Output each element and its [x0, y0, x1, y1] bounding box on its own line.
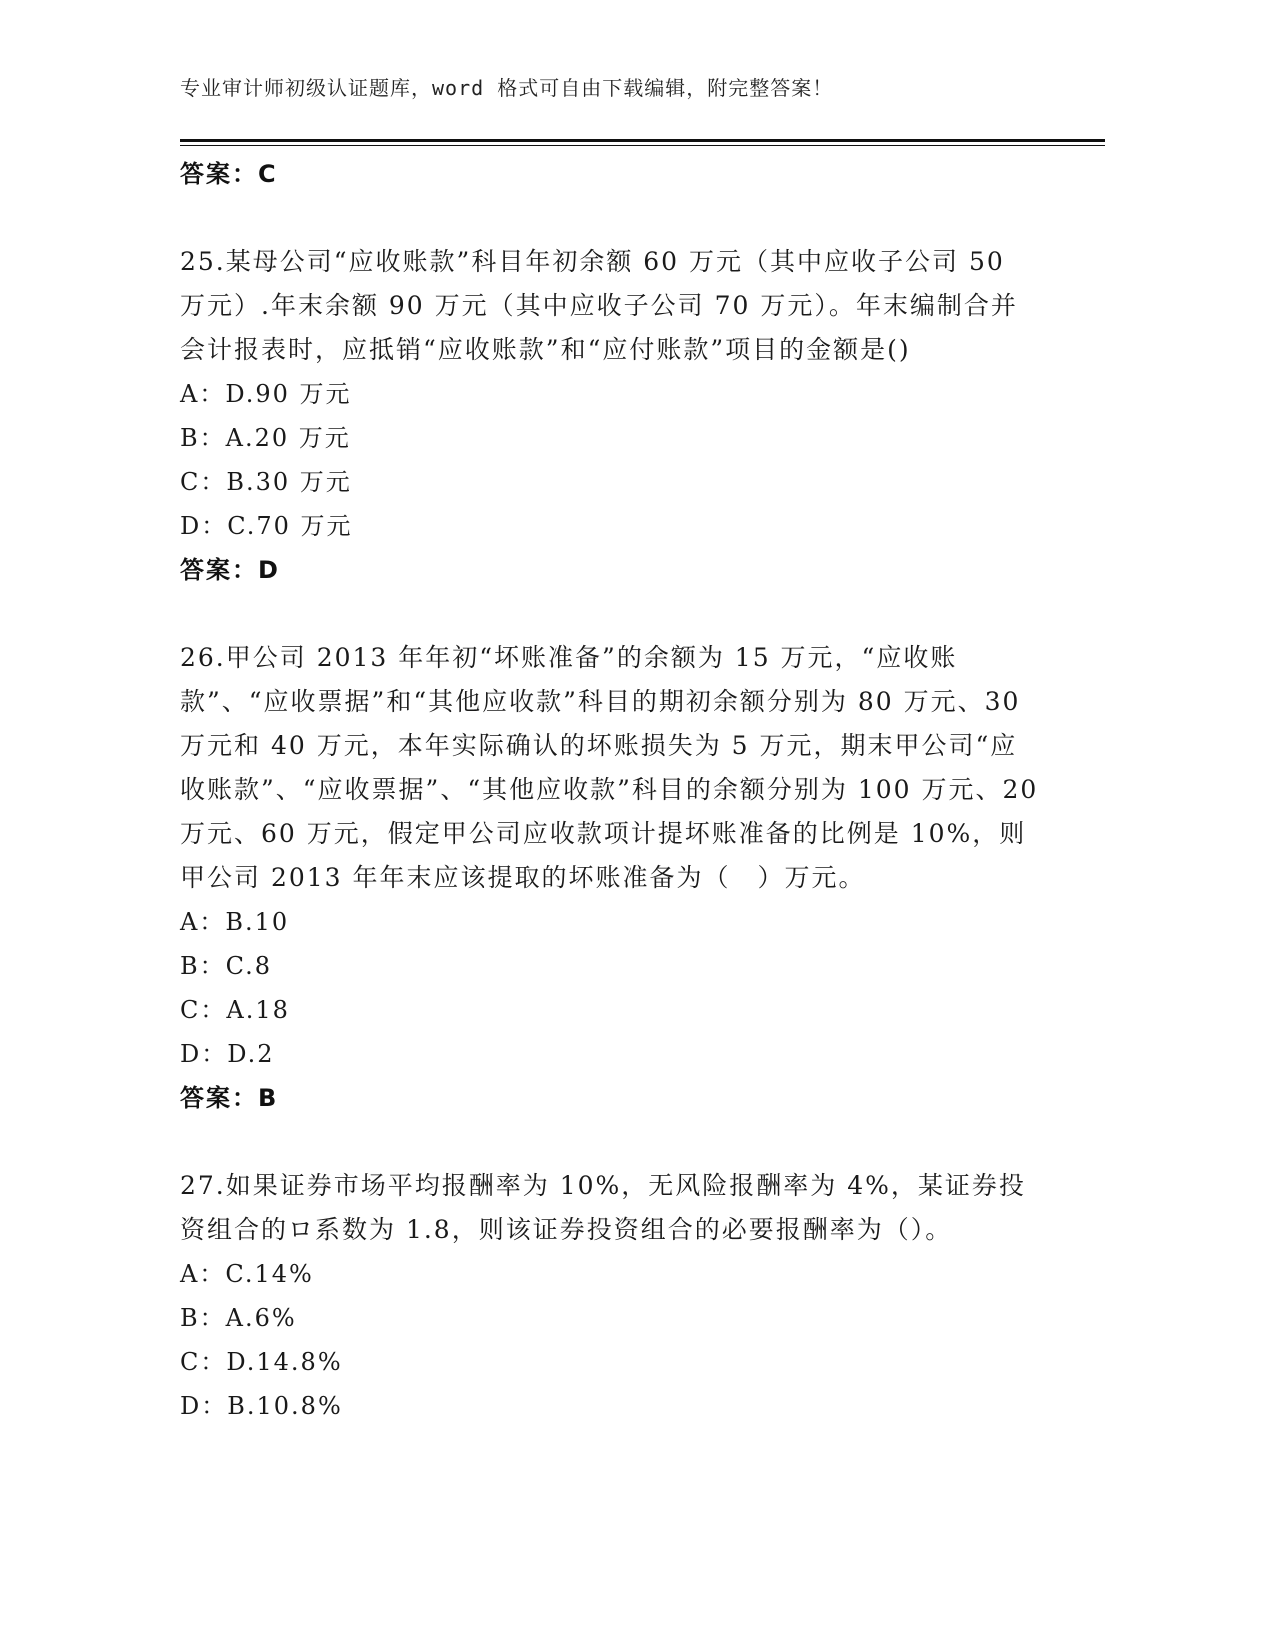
question-text: 26.甲公司 2013 年年初“坏账准备”的余额为 15 万元，“应收账款”、“应收票据”和“其他应收款”科目的期初余额分别为 80 万元、30 万元和 40 万元，本年实际确认的坏账损失为 5 万元，期末甲公司“应收账款”、“应收票据”、“其他应收款”科目的余额分别为 100 万元、20 万元、60 万元，假定甲公司应收款项计提坏账准备的比例是 10%，则甲公司 2013 年年末应该提取的坏账准备为（ ）万元。: [180, 643, 1039, 892]
question-text: 27.如果证券市场平均报酬率为 10%，无风险报酬率为 4%，某证券投资组合的ロ系数为 1.8，则该证券投资组合的必要报酬率为（）。: [180, 1171, 1026, 1244]
question-27: [180, 1164, 1040, 1428]
answer: 答案：D: [180, 556, 280, 584]
question-25: [180, 240, 1040, 592]
option-d: D：C.70 万元: [180, 512, 353, 540]
question-content: [180, 152, 1040, 1428]
option-c: C：A.18: [180, 996, 290, 1024]
spacer: [180, 592, 1040, 636]
option-c: C：D.14.8%: [180, 1348, 343, 1376]
option-b: B：C.8: [180, 952, 273, 980]
header-rule: [180, 139, 1105, 142]
page-header-note: 专业审计师初级认证题库，word 格式可自由下载编辑，附完整答案！: [180, 76, 834, 100]
answer-previous: 答案：C: [180, 160, 278, 188]
option-d: D：B.10.8%: [180, 1392, 343, 1420]
header-rule-thin: [180, 145, 1105, 146]
spacer: [180, 1120, 1040, 1164]
option-a: A：D.90 万元: [180, 380, 352, 408]
question-text: 25.某母公司“应收账款”科目年初余额 60 万元（其中应收子公司 50 万元）.年末余额 90 万元（其中应收子公司 70 万元）。年末编制合并会计报表时，应抵销“应收账款”和“应付账款”项目的金额是(): [180, 247, 1018, 364]
spacer: [180, 196, 1040, 240]
question-26: [180, 636, 1040, 1120]
option-b: B：A.6%: [180, 1304, 297, 1332]
answer: 答案：B: [180, 1084, 279, 1112]
option-c: C：B.30 万元: [180, 468, 352, 496]
option-d: D：D.2: [180, 1040, 275, 1068]
option-b: B：A.20 万元: [180, 424, 351, 452]
option-a: A：C.14%: [180, 1260, 314, 1288]
option-a: A：B.10: [180, 908, 290, 936]
